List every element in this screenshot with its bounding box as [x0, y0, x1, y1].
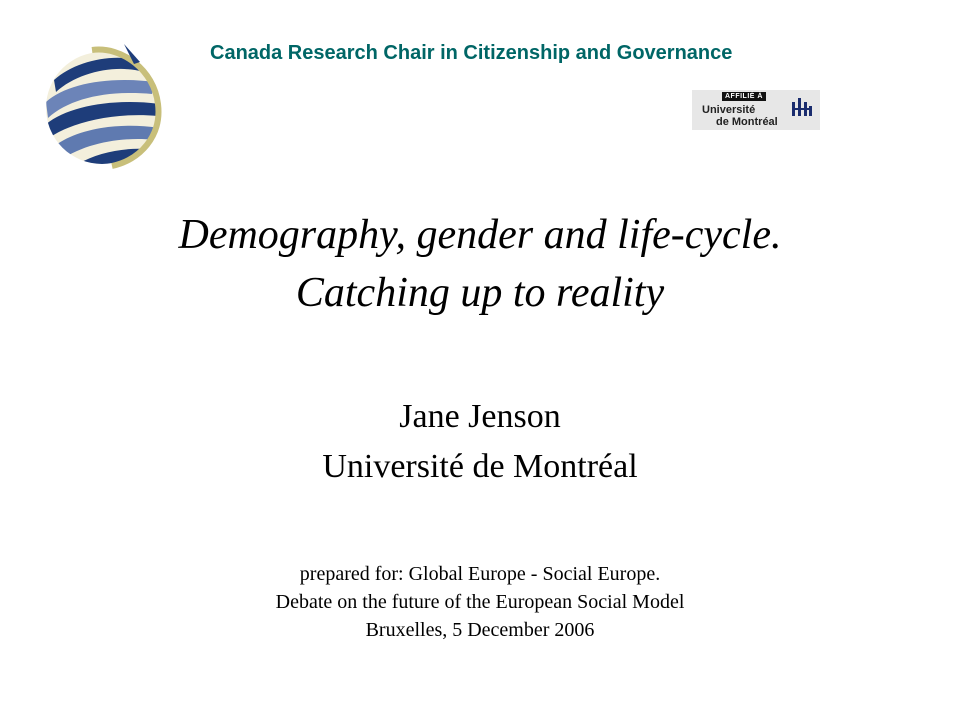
logo-affiliation-label: AFFILIÉ À	[722, 92, 766, 101]
author-affiliation: Université de Montréal	[322, 448, 638, 485]
event-line-1: prepared for: Global Europe - Social Europe.	[299, 563, 661, 585]
header-title: Canada Research Chair in Citizenship and Governance	[210, 42, 733, 64]
logo-university-line2: de Montréal	[716, 116, 778, 128]
udem-emblem-icon	[790, 96, 814, 118]
title-line-1: Demography, gender and life-cycle.	[178, 212, 782, 258]
striped-globe-icon	[36, 40, 171, 170]
event-line-2: Debate on the future of the European Social Model	[275, 591, 685, 613]
author-name: Jane Jenson	[399, 398, 561, 435]
author-block	[0, 392, 960, 492]
event-info	[0, 560, 960, 644]
universite-de-montreal-logo	[692, 90, 820, 130]
title-line-2: Catching up to reality	[295, 270, 665, 316]
event-line-3: Bruxelles, 5 December 2006	[365, 619, 595, 641]
presentation-title	[0, 206, 960, 322]
logo-university-line1: Université	[702, 104, 756, 116]
